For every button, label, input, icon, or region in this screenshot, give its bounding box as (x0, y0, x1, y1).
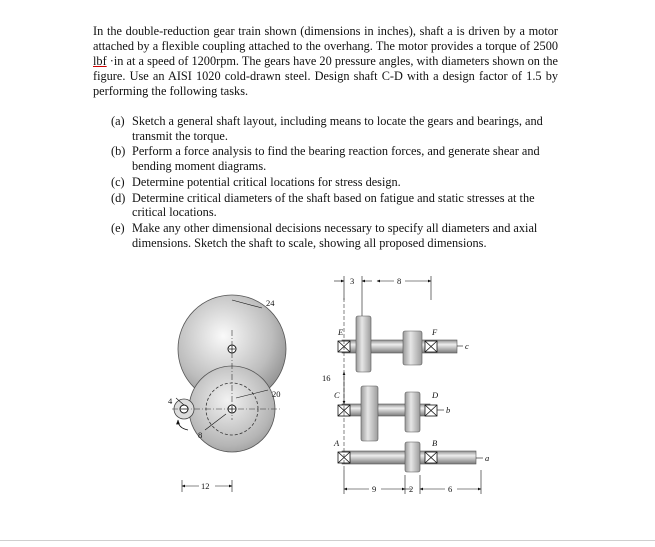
problem-intro-cont: ·in at a speed of 1200rpm. The gears have 20 pressure angles, with diameters shown on the figure. Use an AISI 1020 cold-drawn steel. Design shaft C-D with a design factor of 1.5 by performing the following tasks. (93, 54, 558, 98)
task-label: (a) (111, 114, 125, 128)
task-label: (e) (111, 220, 125, 235)
top-dim-right: 8 (397, 276, 402, 286)
gear-upper-right (403, 331, 422, 365)
task-text: Perform a force analysis to find the bearing reaction forces, and generate shear and bending moment diagrams. (132, 144, 540, 173)
task-text: Determine critical diameters of the shaft based on fatigue and static stresses at the critical locations. (132, 190, 535, 220)
side-view (322, 276, 489, 494)
shaft-a-label: a (485, 453, 490, 463)
label-C: C (334, 390, 340, 400)
pinion-dia: 4 (168, 396, 173, 406)
task-text: Determine potential critical locations for stress design. (132, 174, 401, 189)
gear-mid-left (361, 386, 378, 441)
gear-mid-right (405, 392, 420, 432)
page-divider (0, 540, 655, 541)
label-E: E (338, 327, 344, 337)
pinion-side (405, 442, 420, 472)
task-text: Make any other dimensional decisions necessary to specify all diameters and axial dimensions. Sketch the shaft to scale, showing all proposed dimensions. (132, 220, 538, 250)
bearing-B (425, 452, 437, 463)
label-A: A (334, 438, 340, 448)
bottom-dim-mid: 2 (409, 484, 414, 494)
shaft-b-label: b (446, 405, 451, 415)
bottom-dim-left: 9 (372, 484, 377, 494)
gear-dia-large: 24 (266, 298, 275, 308)
problem-intro: In the double-reduction gear train shown (dimensions in inches), shaft a is driven by a motor attached by a flexible coupling attached to the overhang. The motor provides a torque of 2500 (93, 24, 558, 53)
shaft-c-label: c (465, 341, 469, 351)
bearing-D (425, 405, 437, 416)
gear-dia-small: 8 (198, 430, 203, 440)
task-text: Sketch a general shaft layout, including means to locate the gears and bearings, and transmit the torque. (132, 114, 543, 143)
vertical-dim: 16 (322, 373, 331, 383)
bottom-dim-right: 6 (448, 484, 453, 494)
torque-unit: lbf (93, 54, 107, 68)
gear-upper-left (356, 316, 371, 372)
rotation-arrow (178, 420, 188, 430)
label-D: D (432, 390, 439, 400)
task-label: (b) (111, 144, 126, 159)
center-dist: 12 (201, 481, 210, 491)
label-F: F (432, 327, 438, 337)
bearing-F (425, 341, 437, 352)
gear-dia-mid: 20 (272, 389, 281, 399)
end-view (168, 295, 286, 492)
task-label: (d) (111, 190, 126, 205)
label-B: B (432, 438, 438, 448)
task-label: (c) (111, 174, 125, 189)
top-dim-left: 3 (350, 276, 355, 286)
